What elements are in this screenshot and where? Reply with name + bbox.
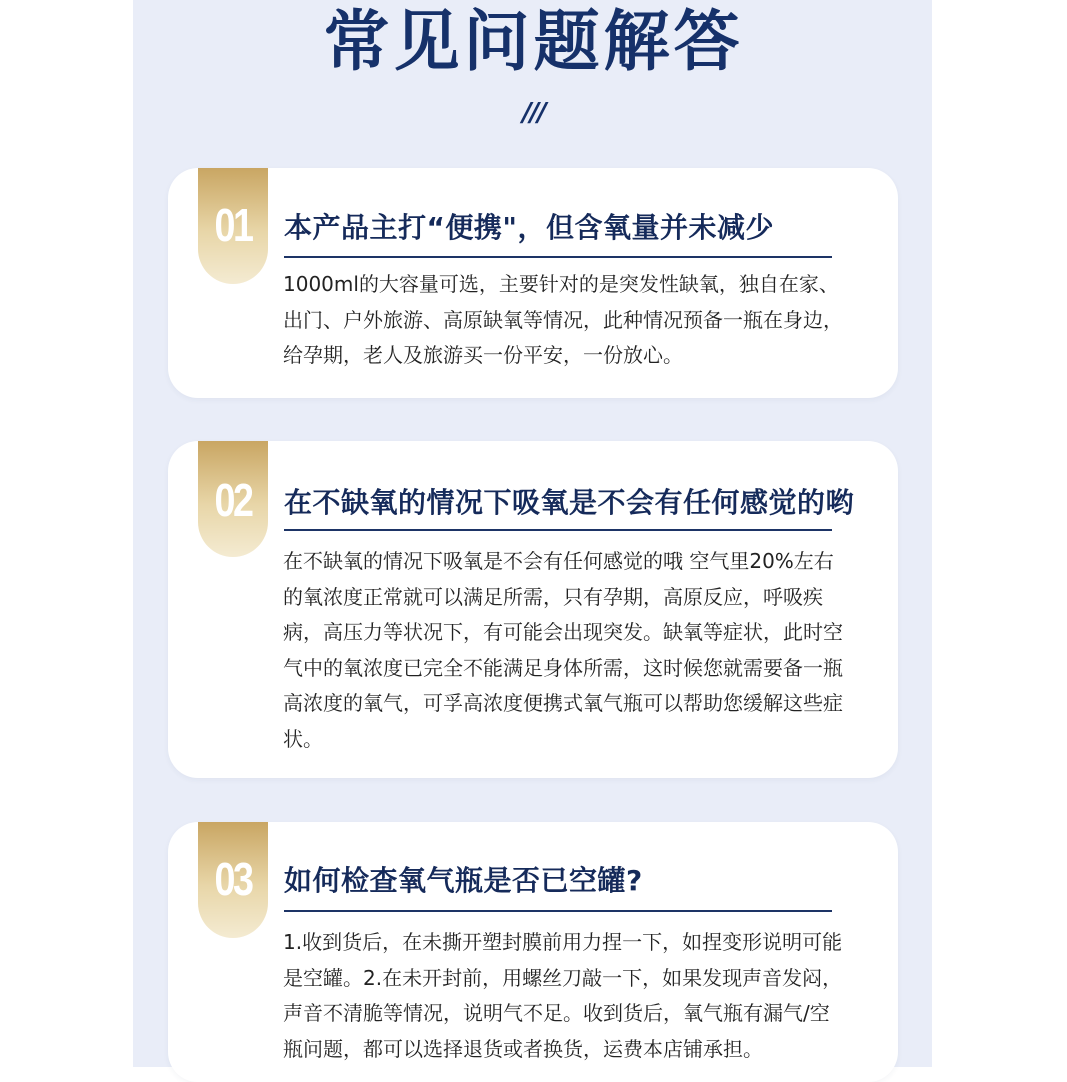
faq-answer-2: 在不缺氧的情况下吸氧是不会有任何感觉的哦 空气里20%左右的氧浓度正常就可以满足所需，只有孕期，高原反应，呼吸疾病，高压力等状况下，有可能会出现突发。缺氧等症状，此时空气中的氧浓度已完全不能满足身体所需，这时候您就需要备一瓶高浓度的氧气，可孚高浓度便携式氧气瓶可以帮助您缓解这些症状。 xyxy=(283,549,843,751)
faq-number-1: 01 xyxy=(214,199,252,251)
page-title: 常见问题解答 xyxy=(323,3,744,80)
faq-question-1: 本产品主打“便携"，但含氧量并未减少 xyxy=(284,211,774,244)
faq-rule-2 xyxy=(284,529,832,531)
faq-rule-3 xyxy=(284,910,832,912)
faq-number-3: 03 xyxy=(214,853,252,905)
faq-question-3: 如何检查氧气瓶是否已空罐? xyxy=(284,864,643,897)
title-divider-mark: /// xyxy=(522,98,545,128)
faq-question-2: 在不缺氧的情况下吸氧是不会有任何感觉的哟 xyxy=(284,486,855,519)
faq-number-2: 02 xyxy=(214,474,252,526)
faq-rule-1 xyxy=(284,256,832,258)
faq-answer-1: 1000ml的大容量可选，主要针对的是突发性缺氧，独自在家、出门、户外旅游、高原缺氧等情况，此种情况预备一瓶在身边，给孕期，老人及旅游买一份平安，一份放心。 xyxy=(283,272,843,367)
faq-answer-3: 1.收到货后，在未撕开塑封膜前用力捏一下，如捏变形说明可能是空罐。2.在未开封前，用螺丝刀敲一下，如果发现声音发闷，声音不清脆等情况，说明气不足。收到货后，氧气瓶有漏气/空瓶问题，都可以选择退货或者换货，运费本店铺承担。 xyxy=(283,930,843,1061)
